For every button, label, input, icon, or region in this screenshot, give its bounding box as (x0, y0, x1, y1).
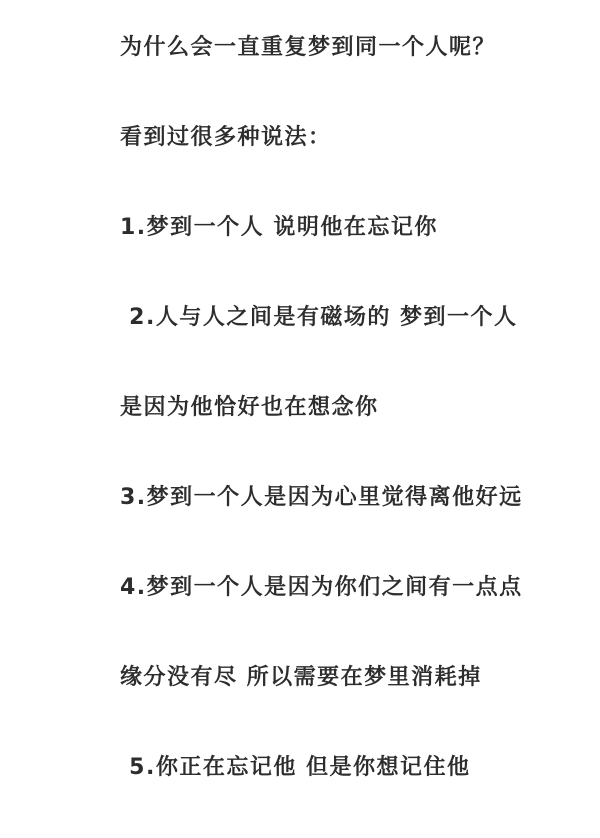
saying-4-part-1: 4.梦到一个人是因为你们之间有一点点 (120, 575, 523, 600)
saying-4-part-2: 缘分没有尽 所以需要在梦里消耗掉 (120, 665, 482, 690)
intro-line: 看到过很多种说法： (120, 125, 332, 150)
saying-2-part-1: 2.人与人之间是有磁场的 梦到一个人 (120, 305, 518, 330)
saying-2-part-2: 是因为他恰好也在想念你 (120, 395, 379, 420)
clipped-top-line: 为什么会一直重复梦到同一个人呢？ (120, 35, 497, 60)
saying-1: 1.梦到一个人 说明他在忘记你 (120, 215, 438, 240)
text-block (120, 0, 560, 838)
saying-5: 5.你正在忘记他 但是你想记住他 (120, 755, 471, 780)
saying-3: 3.梦到一个人是因为心里觉得离他好远 (120, 485, 523, 510)
